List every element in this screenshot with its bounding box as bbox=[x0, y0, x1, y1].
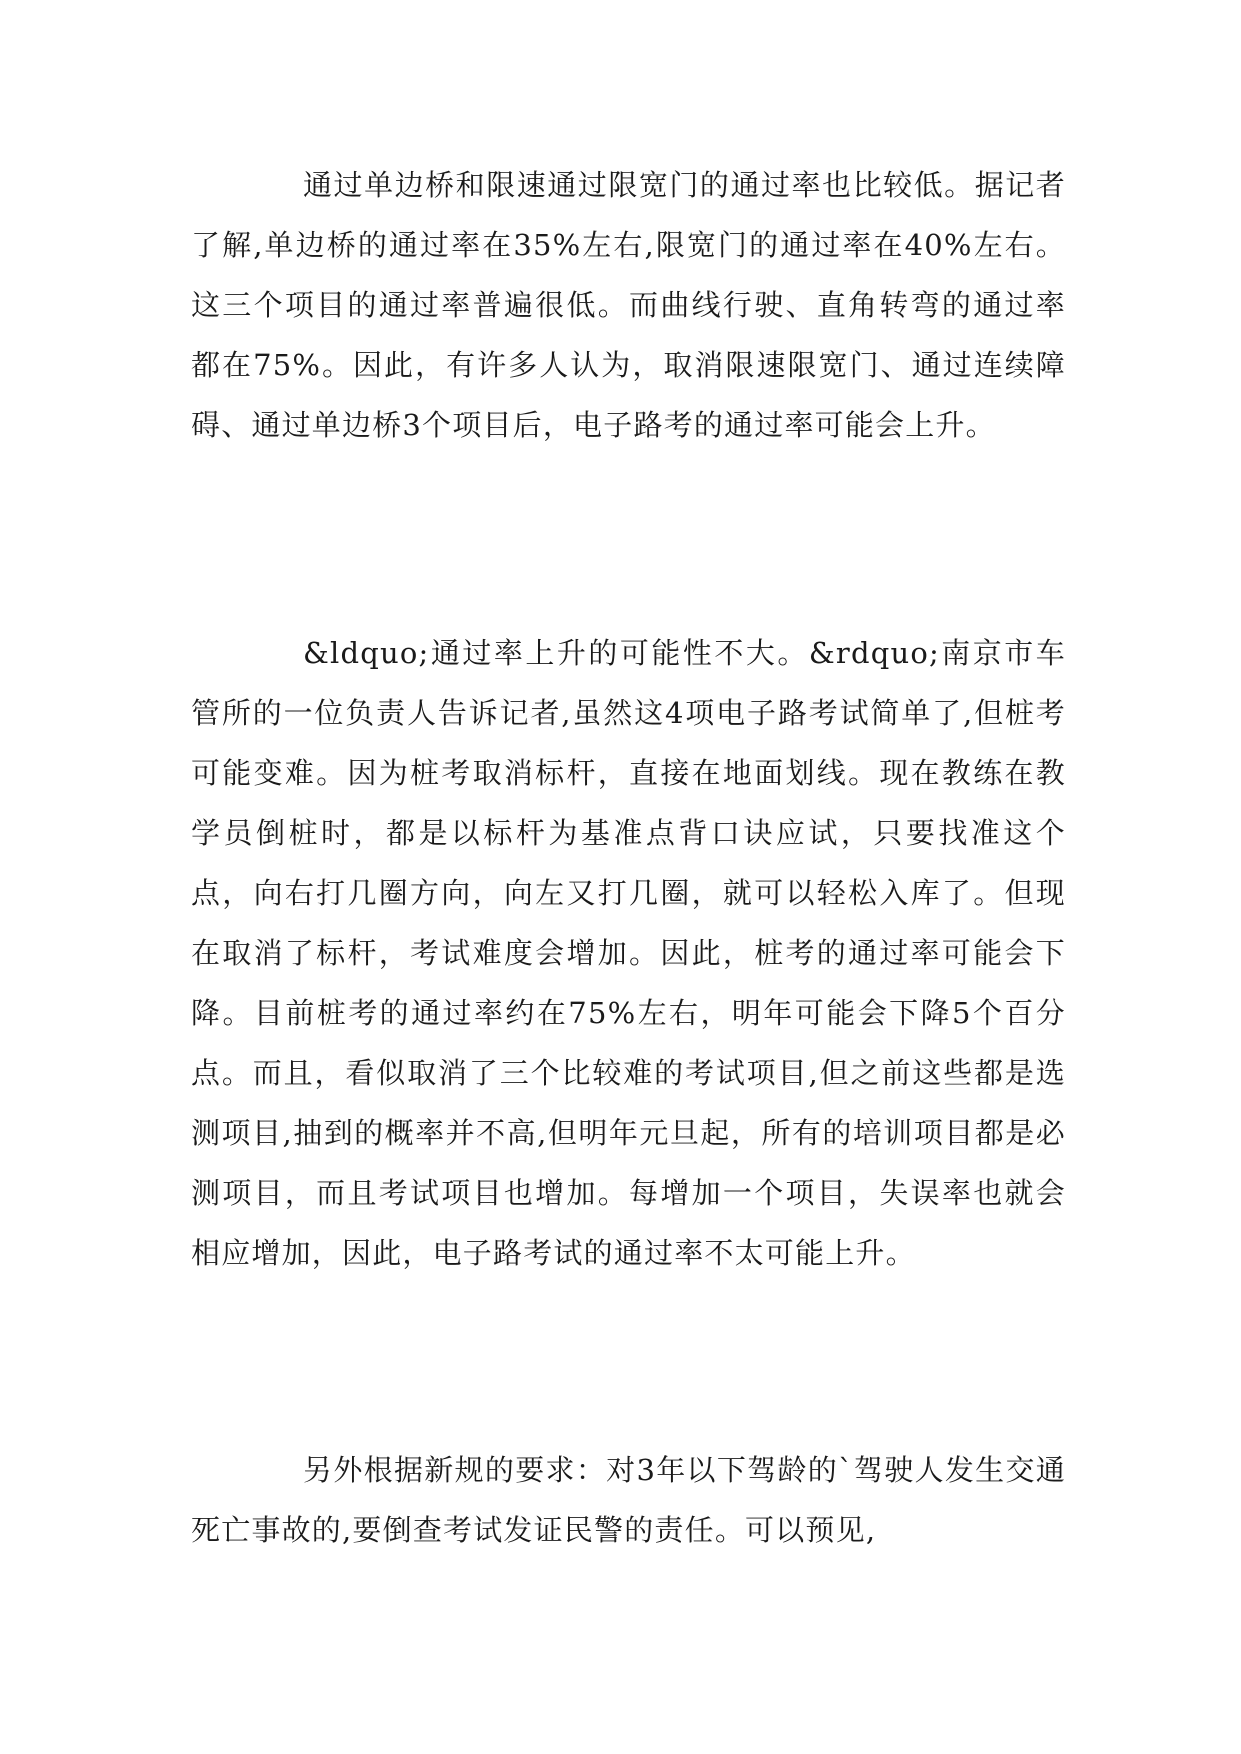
paragraph-2: &ldquo;通过率上升的可能性不大。&rdquo;南京市车管所的一位负责人告诉记者,虽然这4项电子路考试简单了,但桩考可能变难。因为桩考取消标杆，直接在地面划线。现在教练在教学员倒桩时，都是以标杆为基准点背口诀应试，只要找准这个点，向右打几圈方向，向左又打几圈，就可以轻松入库了。但现在取消了标杆，考试难度会增加。因此，桩考的通过率可能会下降。目前桩考的通过率约在75%左右，明年可能会下降5个百分点。而且，看似取消了三个比较难的考试项目,但之前这些都是选测项目,抽到的概率并不高,但明年元旦起，所有的培训项目都是必测项目，而且考试项目也增加。每增加一个项目，失误率也就会相应增加，因此，电子路考试的通过率不太可能上升。 bbox=[191, 636, 1066, 1270]
paragraph-1: 通过单边桥和限速通过限宽门的通过率也比较低。据记者了解,单边桥的通过率在35%左右,限宽门的通过率在40%左右。这三个项目的通过率普遍很低。而曲线行驶、直角转弯的通过率都在75%。因此，有许多人认为，取消限速限宽门、通过连续障碍、通过单边桥3个项目后，电子路考的通过率可能会上升。 bbox=[191, 168, 1066, 442]
paragraph-3: 另外根据新规的要求：对3年以下驾龄的`驾驶人发生交通死亡事故的,要倒查考试发证民警的责任。可以预见, bbox=[191, 1453, 1066, 1547]
